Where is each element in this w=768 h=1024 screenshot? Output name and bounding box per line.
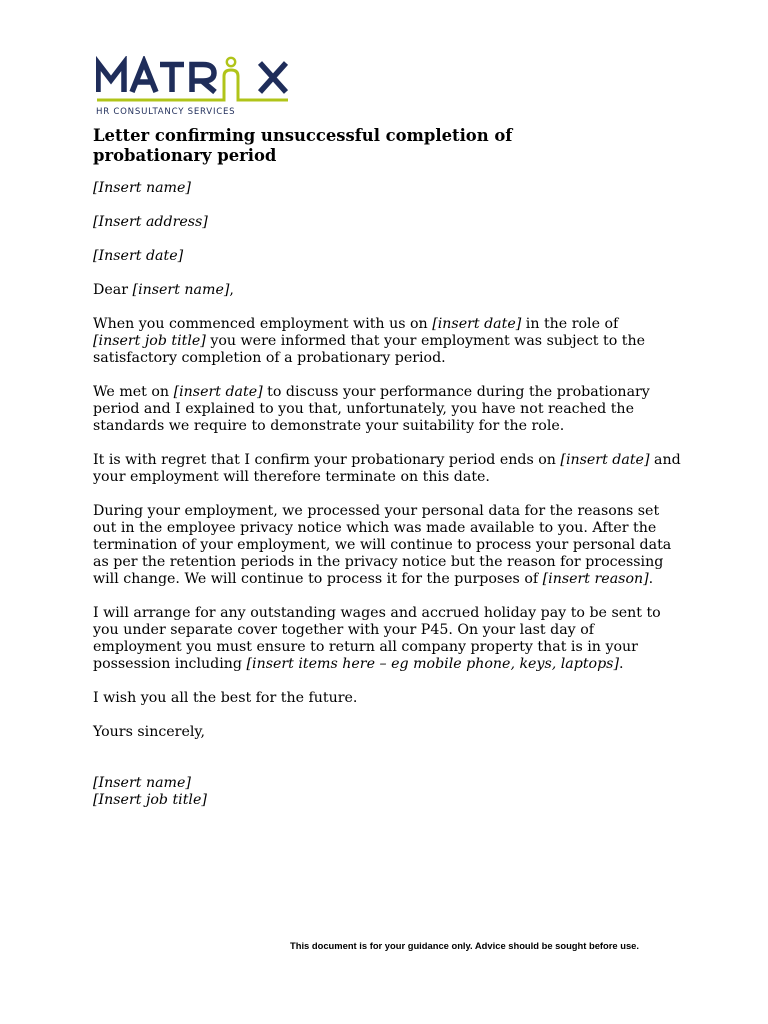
letter-title-line1: Letter confirming unsuccessful completion of [93,126,513,145]
letter-date: [Insert date] [93,248,184,264]
recipient-name: [Insert name] [93,180,191,196]
footer-disclaimer: This document is for your guidance only. Advice should be sought before use. [290,940,639,951]
signer-title: [Insert job title] [93,792,207,808]
paragraph-commencement: When you commenced employment with us on [insert date] in the role of [insert job title] you were informed that your employment was subject to the satisfactory completion of a probationary period. [93,316,646,366]
letter-title-line2: probationary period [93,146,277,165]
signer-name: [Insert name] [93,775,191,791]
company-logo [96,56,290,120]
sign-off: Yours sincerely, [93,724,206,740]
paragraph-personal-data: During your employment, we processed your personal data for the reasons set out in the employee privacy notice which was made available to you. After the termination of your employment, we will continue to process your personal data as per the retention periods in the privacy notice but the reason for processing will change. We will continue to process it for the purposes of [insert reason]. [93,503,672,587]
salutation: Dear [insert name], [93,282,234,298]
recipient-address: [Insert address] [93,214,208,230]
logo-subtitle: HR CONSULTANCY SERVICES [96,107,236,117]
paragraph-termination: It is with regret that I confirm your probationary period ends on [insert date] and your employment will therefore terminate on this date. [93,452,681,485]
closing-wish: I wish you all the best for the future. [93,690,358,706]
matrix-logo-icon [96,56,290,106]
letter-body [93,126,685,809]
letter-title [93,126,685,166]
paragraph-wages-property: I will arrange for any outstanding wages and accrued holiday pay to be sent to you under separate cover together with your P45. On your last day of employment you must ensure to return all company property that is in your possession including [insert items here – eg mobile phone, keys, laptops]. [93,605,661,672]
paragraph-meeting: We met on [insert date] to discuss your performance during the probationary period and I explained to you that, unfortunately, you have not reached the standards we require to demonstrate your suitability for the role. [93,384,650,434]
